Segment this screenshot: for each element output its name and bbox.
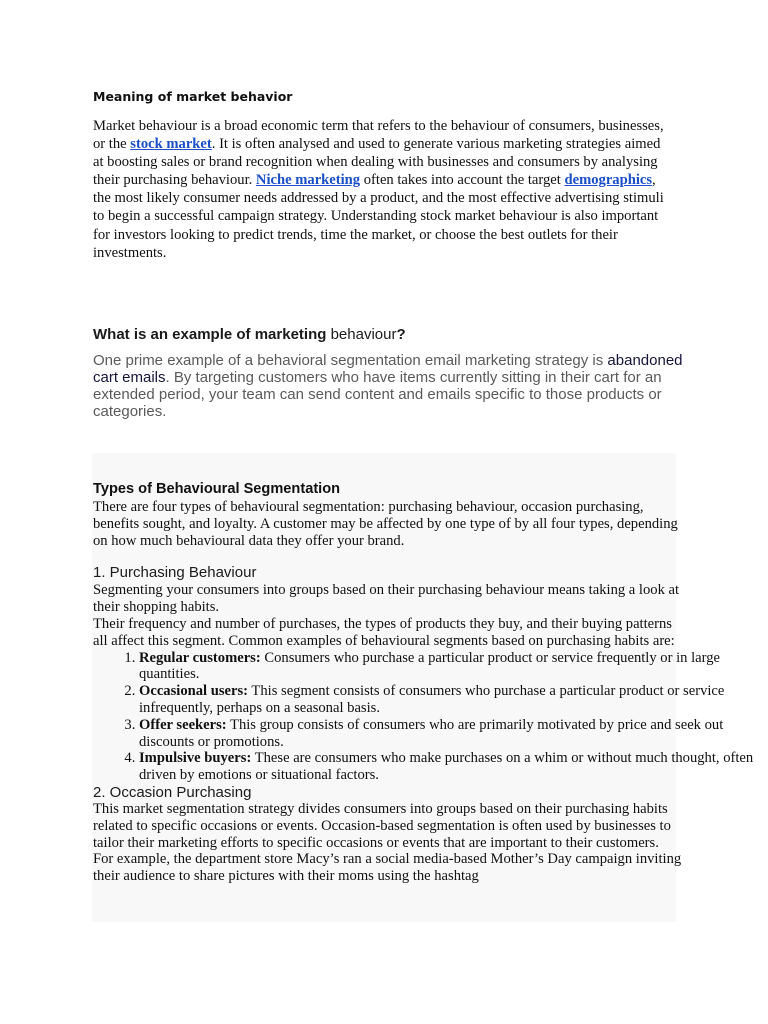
demographics-link[interactable]: demographics: [564, 172, 653, 189]
text-run: One prime example of a behavioral segmentation email marketing strategy is: [93, 352, 608, 369]
subheading-purchasing-behaviour: 1. Purchasing Behaviour: [93, 564, 257, 582]
list-item: [139, 717, 768, 751]
paragraph-types-intro: There are four types of behavioural segmentation: purchasing behaviour, occasion purchasing, benefits sought, and loyalty. A customer may be affected by one type of by all four types, depending on how much behavioural data they offer your brand.: [93, 499, 678, 549]
heading-market-behavior: Meaning of market behavior: [93, 89, 293, 104]
list-item-desc: These are consumers who make purchases on a whim or without much thought, often driven by emotions or situational factors.: [139, 750, 754, 784]
text-run: Market behaviour is a broad economic term that refers to the behaviour of consumers, businesses, or the: [93, 118, 664, 153]
heading-normal-part: behaviour: [326, 326, 397, 343]
list-item-desc: This group consists of consumers who are primarily motivated by price and seek out discounts or promotions.: [139, 716, 724, 750]
list-item-desc: Consumers who purchase a particular product or service frequently or in large quantities.: [139, 649, 721, 683]
paragraph-purchasing-2: Their frequency and number of purchases, the types of products they buy, and their buying patterns all affect this segment. Common examples of behavioural segments based on purchasing habits are:: [93, 615, 675, 649]
paragraph-occasion-2: For example, the department store Macy’s ran a social media-based Mother’s Day campaign inviting their audience to share pictures with their moms using the hashtag: [93, 851, 682, 885]
stock-market-link[interactable]: stock market: [130, 136, 212, 153]
list-item-term: Regular customers:: [139, 649, 261, 666]
list-item-term: Impulsive buyers:: [139, 750, 252, 767]
heading-example-marketing: [93, 326, 406, 343]
list-item-term: Occasional users:: [139, 683, 249, 700]
list-item: [139, 683, 768, 717]
abandoned-cart-emails-text: abandoned cart emails: [93, 352, 683, 386]
text-run: . By targeting customers who have items currently sitting in their cart for an extended period, your team can send content and emails specific to those products or categories.: [93, 369, 662, 420]
subheading-occasion-purchasing: 2. Occasion Purchasing: [93, 783, 252, 801]
niche-marketing-link[interactable]: Niche marketing: [255, 172, 361, 189]
segmentation-content: [93, 499, 768, 885]
list-item: [139, 650, 768, 684]
list-item-term: Offer seekers:: [139, 716, 227, 733]
paragraph-example: [93, 352, 683, 420]
segment-list: [93, 650, 768, 784]
text-run: . It is often analysed and used to generate various marketing strategies aimed at boosting sales or brand recognition when dealing with businesses and consumers by analysing their purchasing behaviour.: [93, 136, 661, 189]
heading-question-mark: ?: [396, 326, 406, 343]
heading-bold-part: What is an example of marketing: [93, 326, 327, 343]
paragraph-occasion-1: This market segmentation strategy divides consumers into groups based on their purchasing habits related to specific occasions or events. Occasion-based segmentation is often used by businesses to tailor their marketing efforts to specific occasions or events that are important to their customers.: [93, 800, 671, 851]
paragraph-purchasing-1: Segmenting your consumers into groups based on their purchasing behaviour means taking a look at their shopping habits.: [93, 582, 680, 616]
list-item-desc: This segment consists of consumers who purchase a particular product or service infrequently, perhaps on a seasonal basis.: [139, 683, 725, 716]
text-run: often takes into account the target: [360, 172, 565, 189]
heading-types-segmentation: Types of Behavioural Segmentation: [93, 481, 341, 497]
list-item: [139, 750, 768, 784]
text-run: , the most likely consumer needs addressed by a product, and the most effective advertising stimuli to begin a successful campaign strategy. Understanding stock market behaviour is also important for investors looking to predict trends, time the market, or choose the best outlets for their investments.: [93, 172, 664, 261]
paragraph-market-behavior: [93, 117, 673, 262]
